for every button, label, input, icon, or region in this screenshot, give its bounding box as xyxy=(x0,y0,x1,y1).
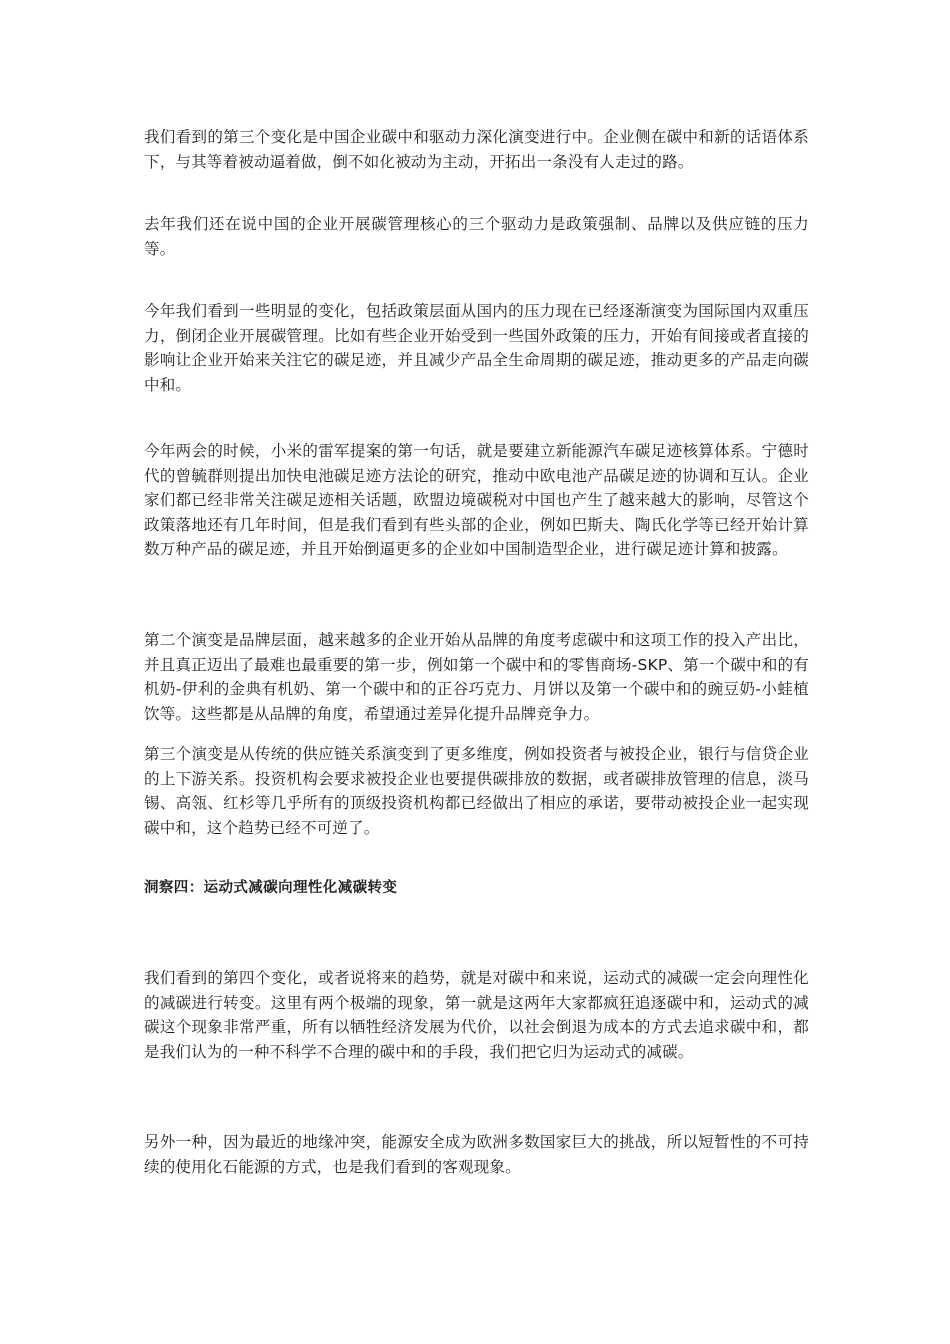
paragraph-fourth-change: 我们看到的第四个变化，或者说将来的趋势，就是对碳中和来说，运动式的减碳一定会向理性化的减碳进行转变。这里有两个极端的现象，第一就是这两年大家都疯狂追逐碳中和，运动式的减碳这个现象非常严重，所有以牺牲经济发展为代价，以社会倒退为成本的方式去追求碳中和，都是我们认为的一种不科学不合理的碳中和的手段，我们把它归为运动式的减碳。 xyxy=(144,969,809,1061)
section-heading-insight-four: 洞察四：运动式减碳向理性化减碳转变 xyxy=(144,880,398,896)
paragraph-third-change: 我们看到的第三个变化是中国企业碳中和驱动力深化演变进行中。企业侧在碳中和新的话语体系下，与其等着被动逼着做，倒不如化被动为主动，开拓出一条没有人走过的路。 xyxy=(144,128,809,171)
paragraph-supply-chain-evolution: 第三个演变是从传统的供应链关系演变到了更多维度，例如投资者与被投企业，银行与信贷企业的上下游关系。投资机构会要求被投企业也要提供碳排放的数据，或者碳排放管理的信息，淡马锡、高瓴、红杉等几乎所有的顶级投资机构都已经做出了相应的承诺，要带动被投企业一起实现碳中和，这个趋势已经不可逆了。 xyxy=(144,745,809,837)
paragraph-energy-security: 另外一种，因为最近的地缘冲突，能源安全成为欧洲多数国家巨大的挑战，所以短暂性的不可持续的使用化石能源的方式，也是我们看到的客观现象。 xyxy=(144,1133,809,1176)
paragraph-policy-pressure: 今年我们看到一些明显的变化，包括政策层面从国内的压力现在已经逐渐演变为国际国内双重压力，倒闭企业开展碳管理。比如有些企业开始受到一些国外政策的压力，开始有间接或者直接的影响让企业开始来关注它的碳足迹，并且减少产品全生命周期的碳足迹，推动更多的产品走向碳中和。 xyxy=(144,302,809,394)
paragraph-two-sessions: 今年两会的时候，小米的雷军提案的第一句话，就是要建立新能源汽车碳足迹核算体系。宁德时代的曾毓群则提出加快电池碳足迹方法论的研究，推动中欧电池产品碳足迹的协调和互认。企业家们都已经非常关注碳足迹相关话题，欧盟边境碳税对中国也产生了越来越大的影响，尽管这个政策落地还有几年时间，但是我们看到有些头部的企业，例如巴斯夫、陶氏化学等已经开始计算数万种产品的碳足迹，并且开始倒逼更多的企业如中国制造型企业，进行碳足迹计算和披露。 xyxy=(144,442,809,558)
paragraph-brand-evolution: 第二个演变是品牌层面，越来越多的企业开始从品牌的角度考虑碳中和这项工作的投入产出比，并且真正迈出了最难也最重要的第一步，例如第一个碳中和的零售商场-SKP、第一个碳中和的有机奶-伊利的金典有机奶、第一个碳中和的正谷巧克力、月饼以及第一个碳中和的豌豆奶-小蛙植饮等。这些都是从品牌的角度，希望通过差异化提升品牌竞争力。 xyxy=(144,631,809,723)
paragraph-last-year-drivers: 去年我们还在说中国的企业开展碳管理核心的三个驱动力是政策强制、品牌以及供应链的压力等。 xyxy=(144,215,809,258)
